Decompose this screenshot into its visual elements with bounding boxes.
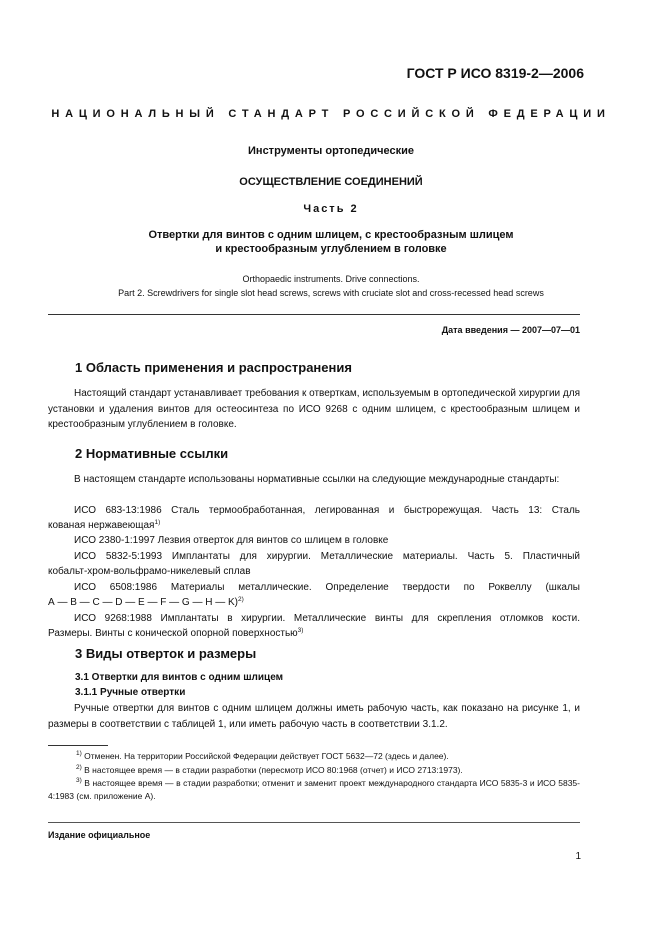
subtitle-line-1: Отвертки для винтов с одним шлицем, с крестообразным шлицем <box>148 229 514 241</box>
footnote-3-text: В настоящее время — в стадии разработки; отменит и заменит проект международного стандарта ИСО 5835-3 и ИСО 5835-4:1983 (см. приложение А). <box>48 778 580 801</box>
footnote-2 <box>48 764 580 777</box>
footnote-divider <box>48 745 108 746</box>
part-label: Часть 2 <box>303 203 359 215</box>
introduction-date: Дата введения — 2007—07—01 <box>441 325 580 335</box>
reference-iso-6508: ИСО 6508:1986 Материалы металлические. Определение твердости по Роквеллу (шкалы <box>74 582 580 593</box>
reference-iso-5832-5-cont: кобальт-хром-вольфрамо-никелевый сплав <box>48 566 251 577</box>
subtitle-line-2: и крестообразным углублением в головке <box>215 243 447 255</box>
english-title-line-1: Orthopaedic instruments. Drive connections. <box>242 274 420 284</box>
reference-iso-6508-cont-text: А — В — С — D — E — F — G — H — K) <box>48 597 239 608</box>
reference-iso-5832-5: ИСО 5832-5:1993 Имплантаты для хирургии. Металлические материалы. Часть 5. Пластичный <box>74 551 580 562</box>
reference-iso-9268-cont <box>48 626 580 642</box>
footnote-3 <box>48 777 580 803</box>
document-code: ГОСТ Р ИСО 8319-2—2006 <box>406 65 584 81</box>
footnote-1-mark: 1) <box>76 750 82 757</box>
footnote-3-mark: 3) <box>76 777 82 784</box>
footnote-ref-1: 1) <box>154 519 161 526</box>
section-3-heading: 3 Виды отверток и размеры <box>75 646 257 661</box>
footnote-1-text: Отменен. На территории Российской Федерации действует ГОСТ 5632—72 (здесь и далее). <box>84 751 449 761</box>
english-title-line-2: Part 2. Screwdrivers for single slot head screws, screws with cruciate slot and cross-recessed head screws <box>118 288 544 298</box>
reference-iso-683-13: ИСО 683-13:1986 Сталь термообработанная, легированная и быстрорежущая. Часть 13: Сталь <box>74 505 580 516</box>
reference-iso-6508-cont <box>48 595 580 611</box>
reference-iso-683-13-cont <box>48 518 580 534</box>
subsection-3-1-heading: 3.1 Отвертки для винтов с одним шлицем <box>75 672 284 683</box>
subsection-3-1-1-text: Ручные отвертки для винтов с одним шлицем должны иметь рабочую часть, как показано на рисунке 1, и размеры в соответствии с таблицей 1, или иметь рабочую часть в соответствии 3.1.2. <box>48 703 580 730</box>
official-edition-label: Издание официальное <box>48 830 151 840</box>
reference-iso-9268-cont-text: Размеры. Винты с конической опорной поверхностью <box>48 628 298 639</box>
footnote-2-text: В настоящее время — в стадии разработки (пересмотр ИСО 80:1968 (отчет) и ИСО 2713:1973). <box>84 765 463 775</box>
title-line-1: Инструменты ортопедические <box>248 145 414 157</box>
section-2-intro: В настоящем стандарте использованы нормативные ссылки на следующие международные стандарты: <box>74 474 560 485</box>
reference-iso-9268: ИСО 9268:1988 Имплантаты в хирургии. Металлические винты для скрепления отломков кости. <box>74 613 580 624</box>
section-1-heading: 1 Область применения и распространения <box>75 360 352 375</box>
national-standard-banner: НАЦИОНАЛЬНЫЙ СТАНДАРТ РОССИЙСКОЙ ФЕДЕРАЦИИ <box>51 108 611 120</box>
section-2-heading: 2 Нормативные ссылки <box>75 446 229 461</box>
footnote-ref-2: 2) <box>238 596 244 603</box>
page-number: 1 <box>575 851 581 862</box>
english-title <box>48 272 614 300</box>
reference-iso-2380-1: ИСО 2380-1:1997 Лезвия отверток для винтов со шлицем в головке <box>74 535 389 546</box>
subsection-3-1-1-heading: 3.1.1 Ручные отвертки <box>75 687 186 698</box>
divider-top <box>48 314 580 315</box>
title-line-2: ОСУЩЕСТВЛЕНИЕ СОЕДИНЕНИЙ <box>239 176 423 188</box>
subtitle <box>48 228 614 256</box>
reference-iso-683-13-cont-text: кованая нержавеющая <box>48 520 155 531</box>
section-1-text: Настоящий стандарт устанавливает требования к отверткам, используемым в ортопедической хирургии для установки и удаления винтов для остеосинтеза по ИСО 9268 с одним шлицем, с крестообразным шлицем и крестообразным углублением в головке. <box>48 388 580 430</box>
footnote-1 <box>48 750 580 763</box>
footnote-ref-3: 3) <box>297 627 304 634</box>
divider-bottom <box>48 822 580 823</box>
footnote-2-mark: 2) <box>76 764 82 771</box>
